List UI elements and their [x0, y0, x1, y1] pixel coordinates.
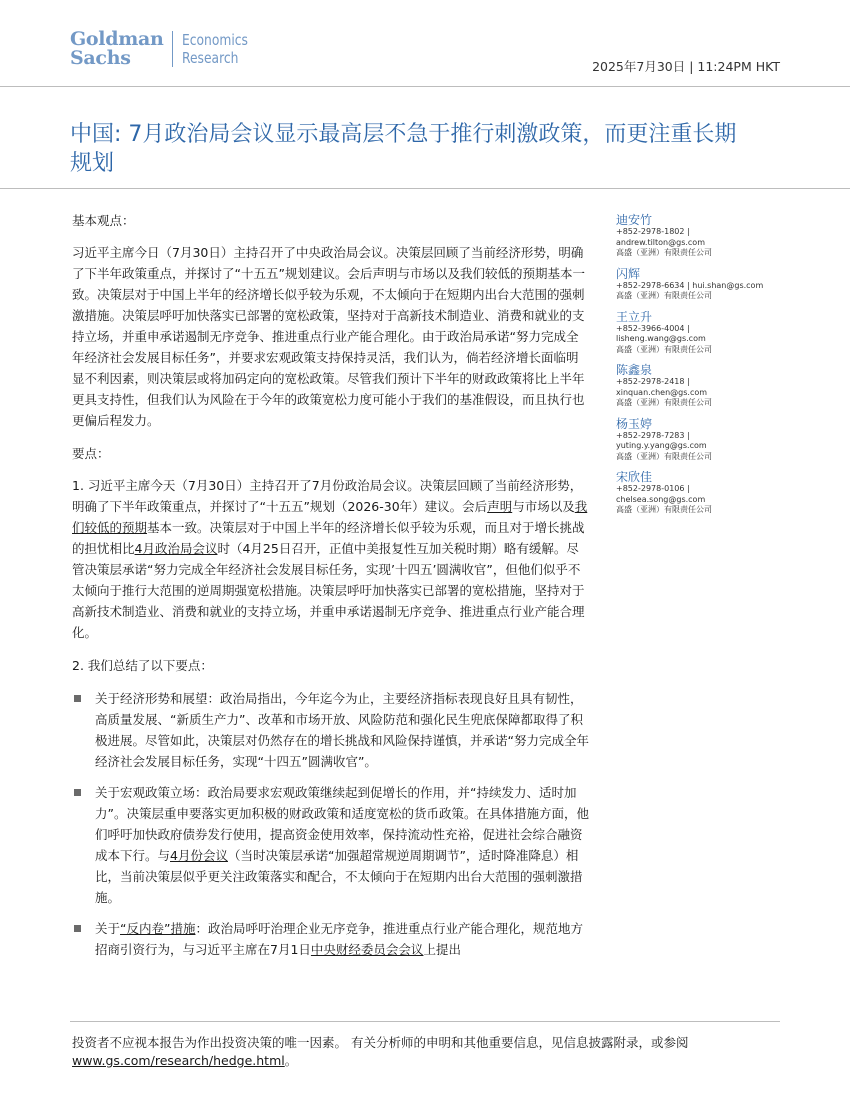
april-meeting-link[interactable]: 4月份会议 — [170, 848, 228, 863]
author-phone: +852-2978-0106 | — [616, 484, 690, 493]
author-name: 迪安竹 — [616, 213, 653, 227]
author-name: 杨玉婷 — [616, 416, 653, 431]
key-point-1 — [72, 475, 590, 643]
author-sidebar — [616, 213, 786, 524]
section-heading-key-points: 要点： — [72, 446, 110, 461]
author-email[interactable]: yuting.y.yang@gs.com — [616, 441, 707, 450]
text-span: 基本一致。决策层对于中国上半年的经济增长似乎较为乐观，而且对于增长挑战的担忧相比 — [72, 520, 585, 556]
bullet-square-icon — [74, 695, 81, 702]
logo-divider — [172, 31, 173, 67]
author-firm: 高盛（亚洲）有限责任公司 — [616, 505, 712, 514]
author-firm: 高盛（亚洲）有限责任公司 — [616, 344, 712, 354]
section-heading-summary: 基本观点： — [72, 213, 135, 228]
logo-line-1: Goldman — [70, 28, 164, 50]
april-politburo-link[interactable]: 4月政治局会议 — [134, 541, 218, 556]
author-name: 宋欣佳 — [616, 470, 653, 484]
footer-end: 。 — [284, 1053, 298, 1068]
summary-paragraph: 习近平主席今日（7月30日）主持召开了中央政治局会议。决策层回顾了当前经济形势，明确了下半年政策重点，并探讨了“十五五”规划建议。会后声明与市场以及我们较低的预期基本一致。决策层对于中国上半年的经济增长似乎较为乐观，不太倾向于在短期内出台大范围的强刺激措施。决策层呼吁加快落实已部署的宽松政策，坚持对于高新技术制造业、消费和就业的支持立场，并重申承诺遏制无序竞争、推进重点行业产能合理化。由于政治局承诺“努力完成全年经济社会发展目标任务”，并要求宏观政策支持保持灵活，我们认为，倘若经济增长面临明显不利因素，则决策层或将加码定向的宽松政策。尽管我们预计下半年的财政政策将比上半年更具支持性，但我们认为风险在于今年的政策宽松力度可能小于我们的基准假设，而且执行也更偏后程发力。 — [72, 245, 585, 428]
logo-subtitle — [182, 31, 262, 67]
lower-expectations-link[interactable]: 我们较低的预期 — [72, 499, 588, 535]
author-card — [616, 417, 786, 463]
author-name: 陈鑫泉 — [616, 363, 653, 377]
bullet-macro-policy — [72, 782, 590, 908]
author-name: 王立升 — [616, 309, 653, 324]
logo-wordmark — [70, 30, 164, 68]
disclosure-link[interactable]: www.gs.com/research/hedge.html — [72, 1053, 285, 1068]
bullet-text: 关于经济形势和展望：政治局指出，今年迄今为止，主要经济指标表现良好且具有韧性，高质量发展、“新质生产力”、改革和市场开放、风险防范和强化民生兜底保障都取得了积极进展。尽管如此，决策层对仍然存在的增长挑战和风险保持谨慎，并承诺“努力完成全年经济社会发展目标任务，实现“十四五”圆满收官”。 — [95, 691, 589, 769]
header-divider — [0, 86, 850, 87]
logo-sub-1: Economics — [181, 31, 248, 49]
bullet-economic-outlook — [72, 688, 590, 772]
author-email[interactable]: lisheng.wang@gs.com — [616, 334, 706, 343]
footer-text: 投资者不应视本报告为作出投资决策的唯一因素。 有关分析师的申明和其他重要信息，见信息披露附录，或参阅 — [72, 1035, 689, 1050]
report-title: 中国: 7月政治局会议显示最高层不急于推行刺激政策，而更注重长期规划 — [70, 122, 737, 176]
central-finance-commission-link[interactable]: 中央财经委员会会议 — [310, 942, 424, 957]
anti-involution-link[interactable]: “反内卷”措施 — [120, 921, 196, 936]
author-card — [616, 363, 786, 409]
bullet-anti-involution — [72, 918, 590, 960]
author-phone-email[interactable]: +852-2978-6634 | hui.shan@gs.com — [616, 280, 764, 290]
statement-link[interactable]: 声明 — [487, 499, 513, 514]
key-point-2: 2. 我们总结了以下要点： — [72, 658, 213, 673]
report-body — [72, 210, 590, 970]
title-divider — [0, 188, 850, 189]
bullet-square-icon — [74, 925, 81, 932]
author-phone: +852-2978-2418 | — [616, 377, 690, 386]
bullet-text: 关于 — [95, 921, 121, 936]
text-span: 与市场以及 — [512, 499, 575, 514]
author-firm: 高盛（亚洲）有限责任公司 — [616, 291, 712, 300]
author-email[interactable]: andrew.tilton@gs.com — [616, 237, 705, 247]
author-firm: 高盛（亚洲）有限责任公司 — [616, 451, 712, 461]
author-card — [616, 470, 786, 516]
footer-divider — [70, 1021, 780, 1022]
disclosure-footer — [72, 1034, 782, 1070]
bullet-text: （当时决策层承诺“加强超常规逆周期调节”，适时降准降息）相比，当前决策层似乎更关注政策落实和配合，不太倾向于在短期内出台大范围的强刺激措施。 — [95, 848, 583, 905]
author-card — [616, 213, 786, 259]
logo-sub-2: Research — [181, 49, 238, 67]
author-card — [616, 267, 786, 302]
author-card — [616, 310, 786, 356]
author-email[interactable]: xinquan.chen@gs.com — [616, 387, 708, 397]
text-span: 时（4月25日召开，正值中美报复性互加关税时期）略有缓解。尽管决策层承诺“努力完成全年经济社会发展目标任务，实现’十四五’圆满收官”，但他们似乎不太倾向于推行大范围的逆周期强宽松措施。决策层呼吁加快落实已部署的宽松措施，坚持对于高新技术制造业、消费和就业的支持立场，并重申承诺遏制无序竞争、推进重点行业产能合理化。 — [72, 541, 585, 640]
author-phone: +852-2978-7283 | — [616, 430, 690, 440]
text-span: 1. 习近平主席今天（7月30日）主持召开了7月份政治局会议。决策层回顾了当前经济形势，明确了下半年政策重点，并探讨了“十五五”规划（2026-30年）建议。会后 — [72, 478, 583, 514]
bullet-text: ：政治局呼吁治理企业无序竞争，推进重点行业产能合理化，规范地方招商引资行为，与习近平主席在7月1日 — [95, 921, 583, 957]
author-firm: 高盛（亚洲）有限责任公司 — [616, 248, 712, 257]
bullet-square-icon — [74, 789, 81, 796]
bullet-text: 关于宏观政策立场：政治局要求宏观政策继续起到促增长的作用，并“持续发力、适时加力”。决策层重申要落实更加积极的财政政策和适度宽松的货币政策。在具体措施方面，他们呼吁加快政府债券发行使用，提高资金使用效率，保持流动性充裕，促进社会综合融资成本下行。与 — [95, 785, 589, 863]
bullet-text: 上提出 — [423, 942, 461, 957]
goldman-sachs-logo — [70, 30, 262, 68]
author-firm: 高盛（亚洲）有限责任公司 — [616, 398, 712, 407]
logo-line-2: Sachs — [70, 47, 131, 69]
author-email[interactable]: chelsea.song@gs.com — [616, 494, 706, 504]
author-phone: +852-3966-4004 | — [616, 323, 690, 333]
author-phone: +852-2978-1802 | — [616, 227, 690, 236]
author-name: 闪辉 — [616, 266, 641, 281]
report-date: 2025年7月30日 | 11:24PM HKT — [592, 59, 780, 74]
